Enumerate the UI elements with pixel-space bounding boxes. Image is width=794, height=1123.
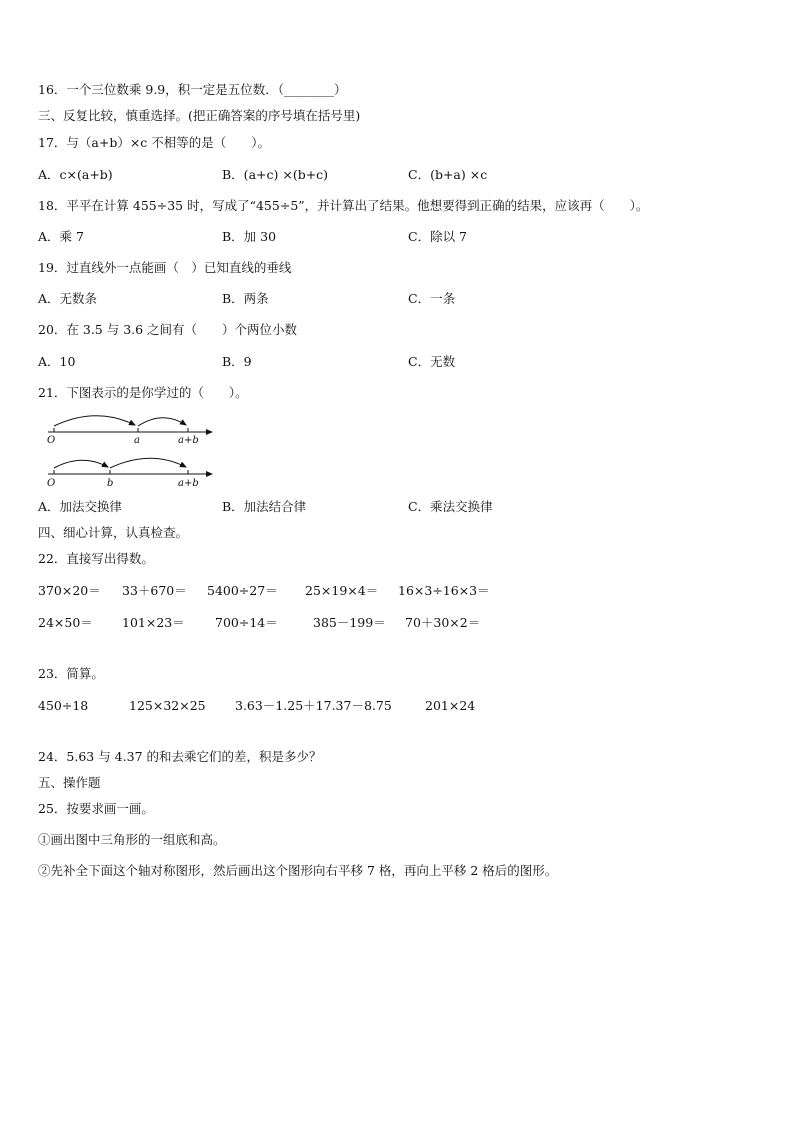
label-origin: O	[47, 478, 56, 489]
calc-item: 101×23＝	[122, 615, 185, 630]
q17-option-c: C．(b+a) ×c	[408, 167, 488, 182]
calc-item: 5400÷27＝	[207, 583, 278, 598]
label-a-plus-b: a+b	[178, 435, 199, 446]
jump-arc-b	[54, 460, 108, 468]
q21-option-a: A．加法交换律	[38, 499, 123, 514]
question-21-stem: 21．下图表示的是你学过的（ ）。	[38, 385, 248, 400]
q19-option-a: A．无数条	[38, 291, 98, 306]
q18-option-a: A．乘 7	[38, 229, 84, 244]
calc-item: 700÷14＝	[215, 615, 278, 630]
q25-subtask-1: ①画出图中三角形的一组底和高。	[38, 832, 226, 847]
q20-option-a: A．10	[38, 354, 76, 369]
jump-arc-a	[54, 416, 135, 426]
q17-option-a: A．c×(a+b)	[38, 167, 113, 182]
q25-subtask-2: ②先补全下面这个轴对称图形，然后画出这个图形向右平移 7 格，再向上平移 2 格后的图形。	[38, 863, 558, 878]
q19-option-b: B．两条	[222, 291, 269, 306]
q20-option-c: C．无数	[408, 354, 456, 369]
section-5-heading: 五、操作题	[38, 775, 101, 790]
simplify-item: 3.63－1.25＋17.37－8.75	[235, 698, 392, 713]
question-19-stem: 19．过直线外一点能画（ ）已知直线的垂线	[38, 260, 292, 275]
q21-option-c: C．乘法交换律	[408, 499, 493, 514]
label-a-plus-b: a+b	[178, 478, 199, 489]
number-line-diagram-1	[42, 408, 222, 449]
jump-arc-a	[110, 458, 186, 468]
calc-item: 25×19×4＝	[305, 583, 379, 598]
section-4-heading: 四、细心计算，认真检查。	[38, 525, 189, 540]
q19-option-c: C．一条	[408, 291, 456, 306]
simplify-item: 201×24	[425, 698, 476, 713]
q18-option-b: B．加 30	[222, 229, 277, 244]
question-25-stem: 25．按要求画一画。	[38, 801, 154, 816]
q17-option-b: B．(a+c) ×(b+c)	[222, 167, 329, 182]
question-18-stem: 18．平平在计算 455÷35 时，写成了“455÷5”，并计算出了结果。他想要得到正确的结果，应该再（ ）。	[38, 198, 649, 213]
q21-option-b: B．加法结合律	[222, 499, 307, 514]
simplify-item: 125×32×25	[129, 698, 206, 713]
label-b: b	[107, 478, 114, 489]
q20-option-b: B．9	[222, 354, 252, 369]
calc-item: 370×20＝	[38, 583, 101, 598]
label-origin: O	[47, 435, 56, 446]
calc-item: 16×3÷16×3＝	[398, 583, 490, 598]
calc-item: 385－199＝	[313, 615, 386, 630]
jump-arc-b	[138, 418, 186, 426]
q18-option-c: C．除以 7	[408, 229, 467, 244]
calc-item: 70＋30×2＝	[405, 615, 481, 630]
question-17-stem: 17．与（a+b）×c 不相等的是（ ）。	[38, 135, 271, 150]
calc-item: 33＋670＝	[122, 583, 187, 598]
question-24: 24．5.63 与 4.37 的和去乘它们的差，积是多少？	[38, 749, 322, 764]
number-line-diagram-2	[42, 453, 222, 494]
simplify-item: 450÷18	[38, 698, 89, 713]
calc-item: 24×50＝	[38, 615, 93, 630]
question-22-stem: 22．直接写出得数。	[38, 551, 154, 566]
question-20-stem: 20．在 3.5 与 3.6 之间有（ ）个两位小数	[38, 322, 298, 337]
section-3-heading: 三、反复比较，慎重选择。(把正确答案的序号填在括号里)	[38, 108, 361, 123]
label-a: a	[134, 435, 140, 446]
question-23-stem: 23．简算。	[38, 666, 104, 681]
question-16: 16．一个三位数乘 9.9，积一定是五位数．（________）	[38, 82, 347, 97]
